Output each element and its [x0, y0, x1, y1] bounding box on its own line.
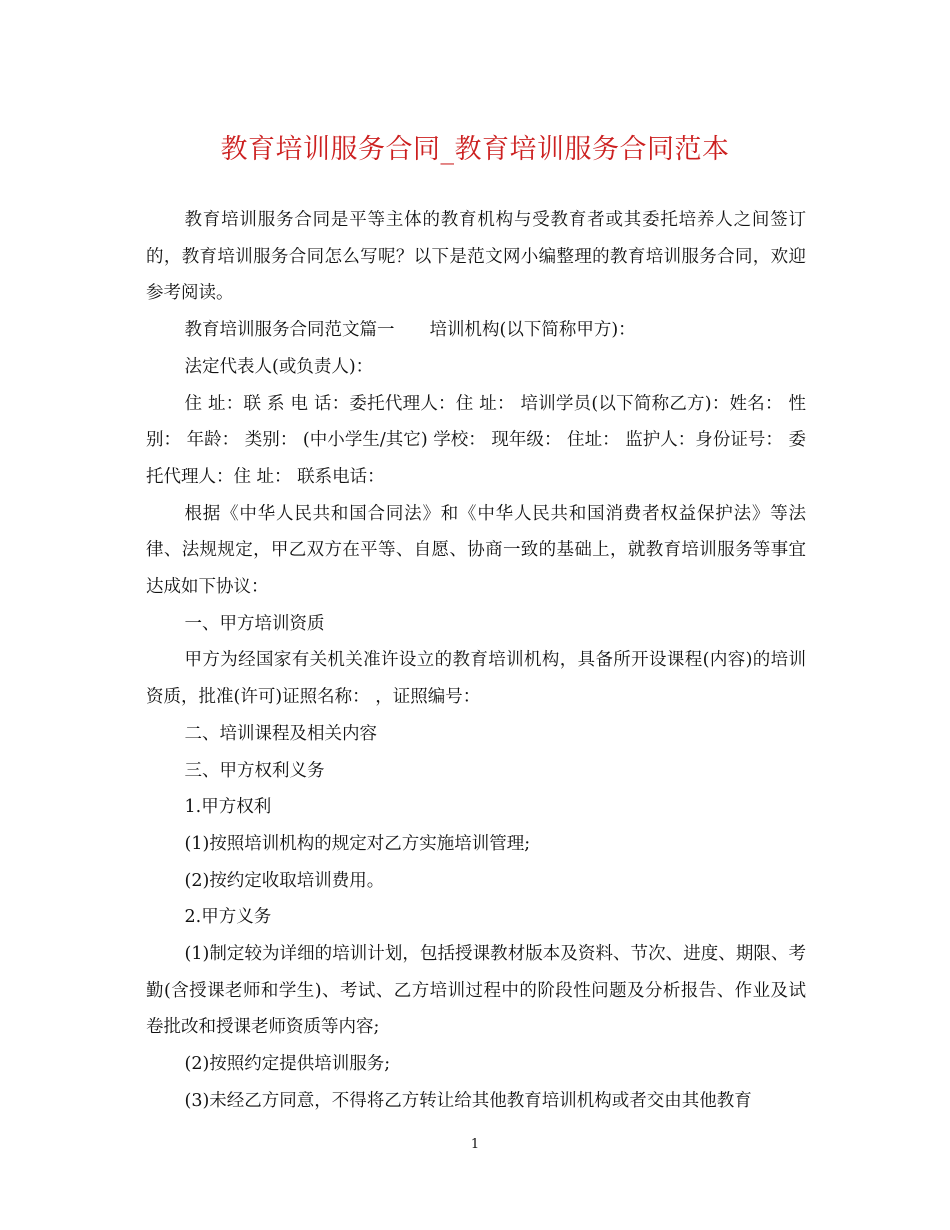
paragraph-qualification: 甲方为经国家有关机关准许设立的教育培训机构，具备所开设课程(内容)的培训资质，批准(许可)证照名称： ，证照编号： — [146, 650, 806, 708]
paragraph-sample-heading: 教育培训服务合同范文篇一 培训机构(以下简称甲方)： — [184, 320, 636, 341]
list-item: (3)未经乙方同意，不得将乙方转让给其他教育培训机构或者交由其他教育 — [184, 1090, 752, 1111]
list-item: (1)按照培训机构的规定对乙方实施培训管理; — [184, 833, 531, 854]
subsection-heading-rights: 1.甲方权利 — [184, 797, 272, 818]
document-title: 教育培训服务合同_教育培训服务合同范本 — [220, 134, 730, 165]
paragraph-party-details: 住 址：联 系 电 话：委托代理人：住 址： 培训学员(以下简称乙方)：姓名： 性 别： 年龄： 类别： (中小学生/其它) 学校： 现年级： 住址： 监护人：身份证号： 委托代理人：住 址： 联系电话： — [146, 393, 806, 487]
list-item: (2)按约定收取培训费用。 — [184, 870, 385, 891]
subsection-heading-obligations: 2.甲方义务 — [184, 907, 272, 928]
page-number: 1 — [470, 1137, 480, 1152]
paragraph-intro: 教育培训服务合同是平等主体的教育机构与受教育者或其委托培养人之间签订的，教育培训服务合同怎么写呢？以下是范文网小编整理的教育培训服务合同，欢迎参考阅读。 — [146, 210, 806, 304]
section-heading-2: 二、培训课程及相关内容 — [184, 723, 377, 744]
paragraph-legal-basis: 根据《中华人民共和国合同法》和《中华人民共和国消费者权益保护法》等法律、法规规定，甲乙双方在平等、自愿、协商一致的基础上，就教育培训服务等事宜达成如下协议： — [146, 503, 806, 598]
section-heading-1: 一、甲方培训资质 — [184, 613, 325, 634]
section-heading-3: 三、甲方权利义务 — [184, 760, 325, 781]
list-item: (1)制定较为详细的培训计划，包括授课教材版本及资料、节次、进度、期限、考勤(含授课老师和学生)、考试、乙方培训过程中的阶段性问题及分析报告、作业及试卷批改和授课老师资质等内容; — [146, 944, 806, 1038]
list-item: (2)按照约定提供培训服务; — [184, 1054, 391, 1075]
paragraph-legal-representative: 法定代表人(或负责人)： — [184, 356, 374, 377]
document-body — [146, 202, 806, 1120]
